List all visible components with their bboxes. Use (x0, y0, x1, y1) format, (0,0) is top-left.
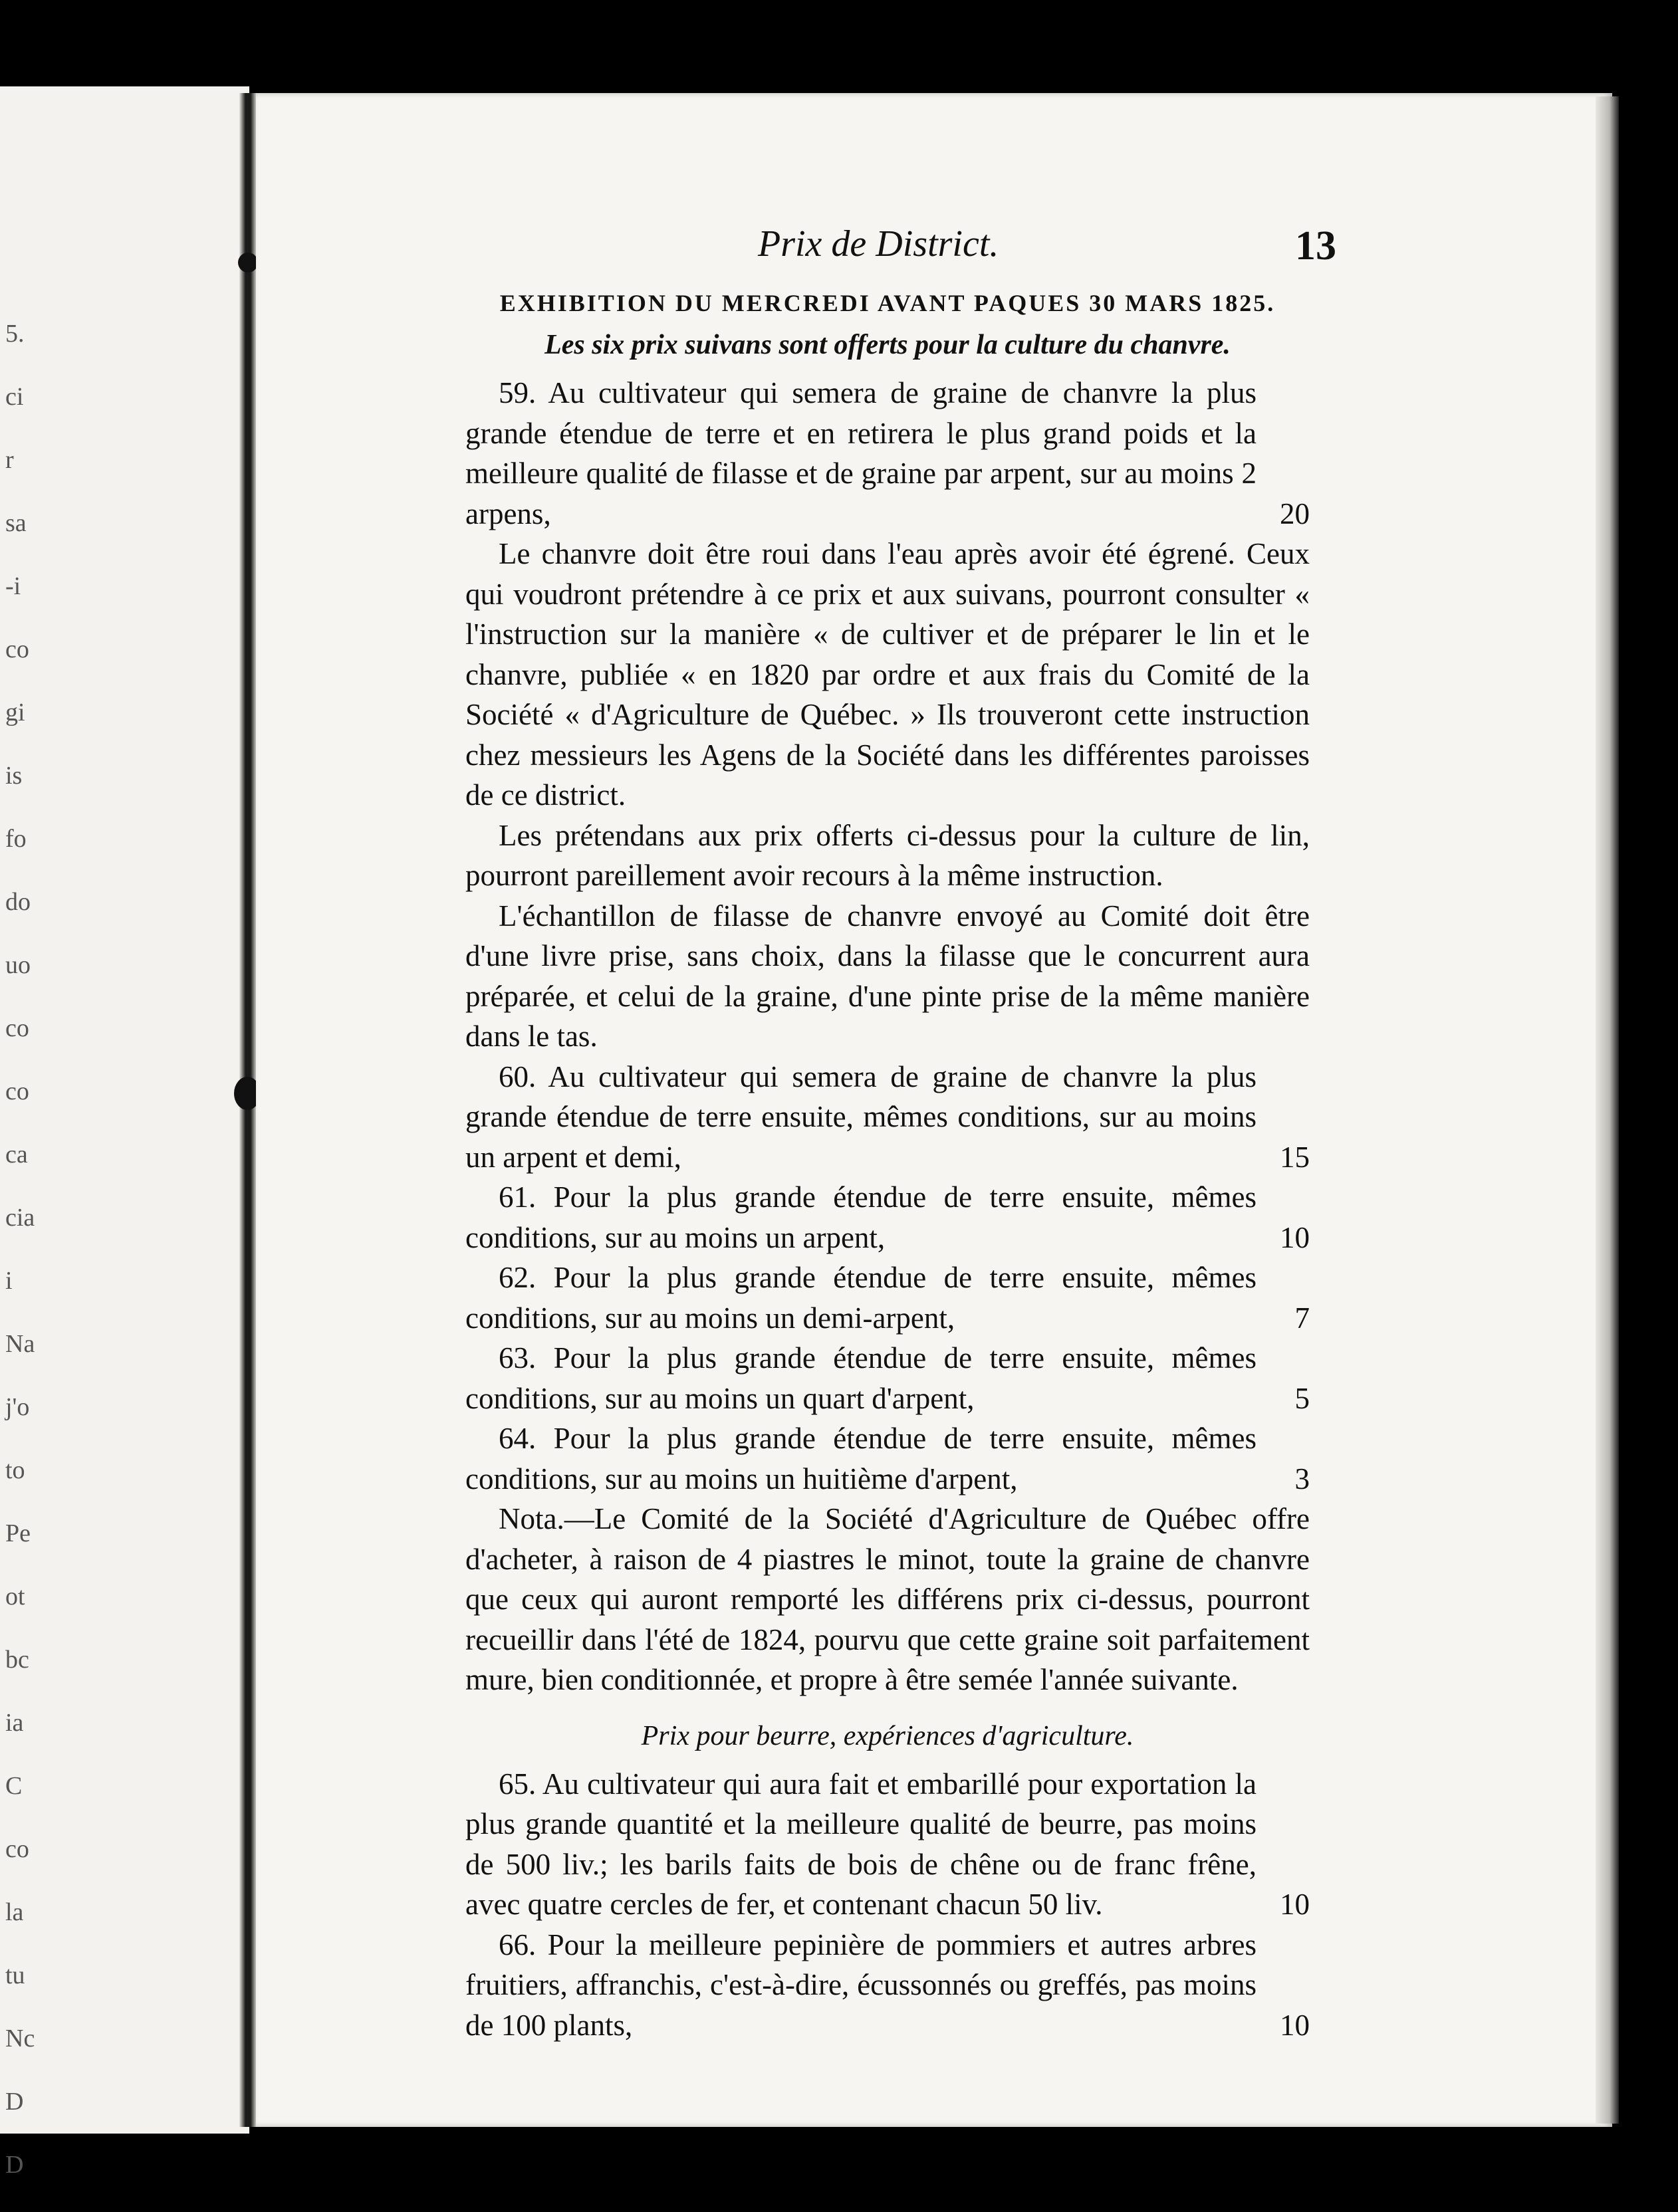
prize-text: 60. Au cultivateur qui semera de graine de chanvre la plus grande étendue de terre ensuite, mêmes conditions, sur au moins un arpent et demi, (465, 1059, 1257, 1174)
prize-63 (465, 1338, 1310, 1418)
previous-page-fragment: tu (5, 1961, 25, 1989)
previous-page-fragment: i (5, 1267, 13, 1295)
prize-61 (465, 1177, 1310, 1258)
page-header (465, 223, 1336, 289)
prize-text: 66. Pour la meilleure pepinière de pommiers et autres arbres fruitiers, affranchis, c'est-à-dire, écussonnés ou greffés, pas moins de 100 plants, (465, 1928, 1257, 2042)
exhibition-heading: EXHIBITION DU MERCREDI AVANT PAQUES 30 MARS 1825. (499, 290, 1276, 316)
previous-page-fragment: uo (5, 951, 31, 979)
previous-page-fragment: fo (5, 825, 27, 853)
book-spine (239, 93, 257, 2127)
previous-page-fragment: ca (5, 1141, 28, 1168)
previous-page-fragment: do (5, 888, 31, 916)
previous-page-fragment: Pe (5, 1519, 31, 1547)
prize-65 (465, 1764, 1310, 1925)
prize-text: 61. Pour la plus grande étendue de terre ensuite, mêmes conditions, sur au moins un arpent, (465, 1180, 1257, 1254)
hemp-intro: Les six prix suivans sont offerts pour la culture du chanvre. (544, 330, 1231, 360)
previous-page-fragment: co (5, 1835, 29, 1863)
prize-text: 59. Au cultivateur qui semera de graine de chanvre la plus grande étendue de terre et en retirera le plus grand poids et la meilleure qualité de filasse et de graine par arpent, sur au moins 2 arpens, (465, 376, 1257, 530)
spine-mark (238, 253, 258, 273)
prize-amount: 10 (1280, 1220, 1310, 1254)
previous-page-fragment: C (5, 1772, 23, 1800)
prize-text: 63. Pour la plus grande étendue de terre ensuite, mêmes conditions, sur au moins un quart d'arpent, (465, 1341, 1257, 1415)
prize-amount: 20 (1280, 497, 1310, 530)
butter-heading: Prix pour beurre, expériences d'agriculture. (641, 1720, 1134, 1751)
prize-60 (465, 1057, 1310, 1178)
prize-64 (465, 1418, 1310, 1499)
previous-page-fragment: 5. (5, 320, 25, 348)
paragraph-nota: Nota.—Le Comité de la Société d'Agriculture de Québec offre d'acheter, à raison de 4 piastres le minot, toute la graine de chanvre que ceux qui auront remporté les différens prix ci-dessus, pourront recueillir dans l'été de 1824, pourvu que cette graine soit parfaitement mure, bien conditionnée, et propre à être semée l'année suivante. (465, 1502, 1310, 1696)
previous-page-fragment: D (5, 2151, 24, 2179)
previous-page-fragment: cia (5, 1204, 35, 1232)
previous-page-fragment: is (5, 762, 23, 790)
previous-page-fragment: ci (5, 383, 24, 411)
previous-page-sliver (0, 86, 249, 2179)
previous-page-fragment: co (5, 1077, 29, 1105)
paragraph-rouir: Le chanvre doit être roui dans l'eau après avoir été égrené. Ceux qui voudront prétendre à ce prix et aux suivans, pourront consulter « l'instruction sur la manière « de cultiver et de préparer le lin et le chanvre, publiée « en 1820 par ordre et aux frais du Comité de la Société « d'Agriculture de Québec. » Ils trouveront cette instruction chez messieurs les Agens de la Société dans les différentes paroisses de ce district. (465, 537, 1310, 812)
prize-amount: 7 (1294, 1301, 1310, 1335)
previous-page-fragment: Nc (5, 2025, 35, 2052)
previous-page-fragment: co (5, 1014, 29, 1042)
previous-page-fragment: co (5, 635, 29, 663)
previous-page-fragment: sa (5, 509, 27, 537)
previous-page-fragment: bc (5, 1646, 29, 1674)
previous-page-fragment: ia (5, 1709, 24, 1737)
previous-page-fragment: r (5, 446, 14, 474)
page-number: 13 (1295, 223, 1336, 269)
previous-page-fragment: j'o (5, 1393, 30, 1421)
previous-page-fragment: to (5, 1456, 25, 1484)
prize-amount: 10 (1280, 1888, 1310, 1921)
prize-66 (465, 1925, 1310, 2046)
prize-59 (465, 373, 1310, 534)
previous-page-fragment: Na (5, 1330, 35, 1358)
prize-text: 65. Au cultivateur qui aura fait et embarillé pour exportation la plus grande quantité et la meilleure qualité de beurre, pas moins de 500 liv.; les barils faits de bois de chêne ou de franc frêne, avec quatre cercles de fer, et contenant chacun 50 liv. (465, 1767, 1257, 1921)
prize-text: 62. Pour la plus grande étendue de terre ensuite, mêmes conditions, sur au moins un demi-arpent, (465, 1261, 1257, 1335)
paragraph-lin: Les prétendans aux prix offerts ci-dessus pour la culture de lin, pourront pareillement avoir recours à la même instruction. (465, 818, 1310, 892)
prize-amount: 10 (1280, 2008, 1310, 2042)
previous-page-fragment: gi (5, 699, 25, 726)
prize-amount: 3 (1294, 1462, 1310, 1495)
prize-amount: 5 (1294, 1381, 1310, 1415)
paragraph-echantillon: L'échantillon de filasse de chanvre envoyé au Comité doit être d'une livre prise, sans choix, dans la filasse que le concurrent aura préparée, et celui de la graine, d'une pinte prise de la même manière dans le tas. (465, 899, 1310, 1053)
previous-page-fragment: D (5, 2088, 24, 2116)
previous-page-fragment: la (5, 1898, 24, 1926)
prize-62 (465, 1258, 1310, 1338)
prize-amount: 15 (1280, 1140, 1310, 1174)
page-edge (1596, 96, 1619, 2124)
page-text (465, 223, 1336, 2045)
previous-page-fragment: ot (5, 1583, 25, 1610)
previous-page-fragment: -i (5, 572, 21, 600)
running-title: Prix de District. (758, 223, 999, 265)
prize-text: 64. Pour la plus grande étendue de terre ensuite, mêmes conditions, sur au moins un huitième d'arpent, (465, 1422, 1257, 1495)
